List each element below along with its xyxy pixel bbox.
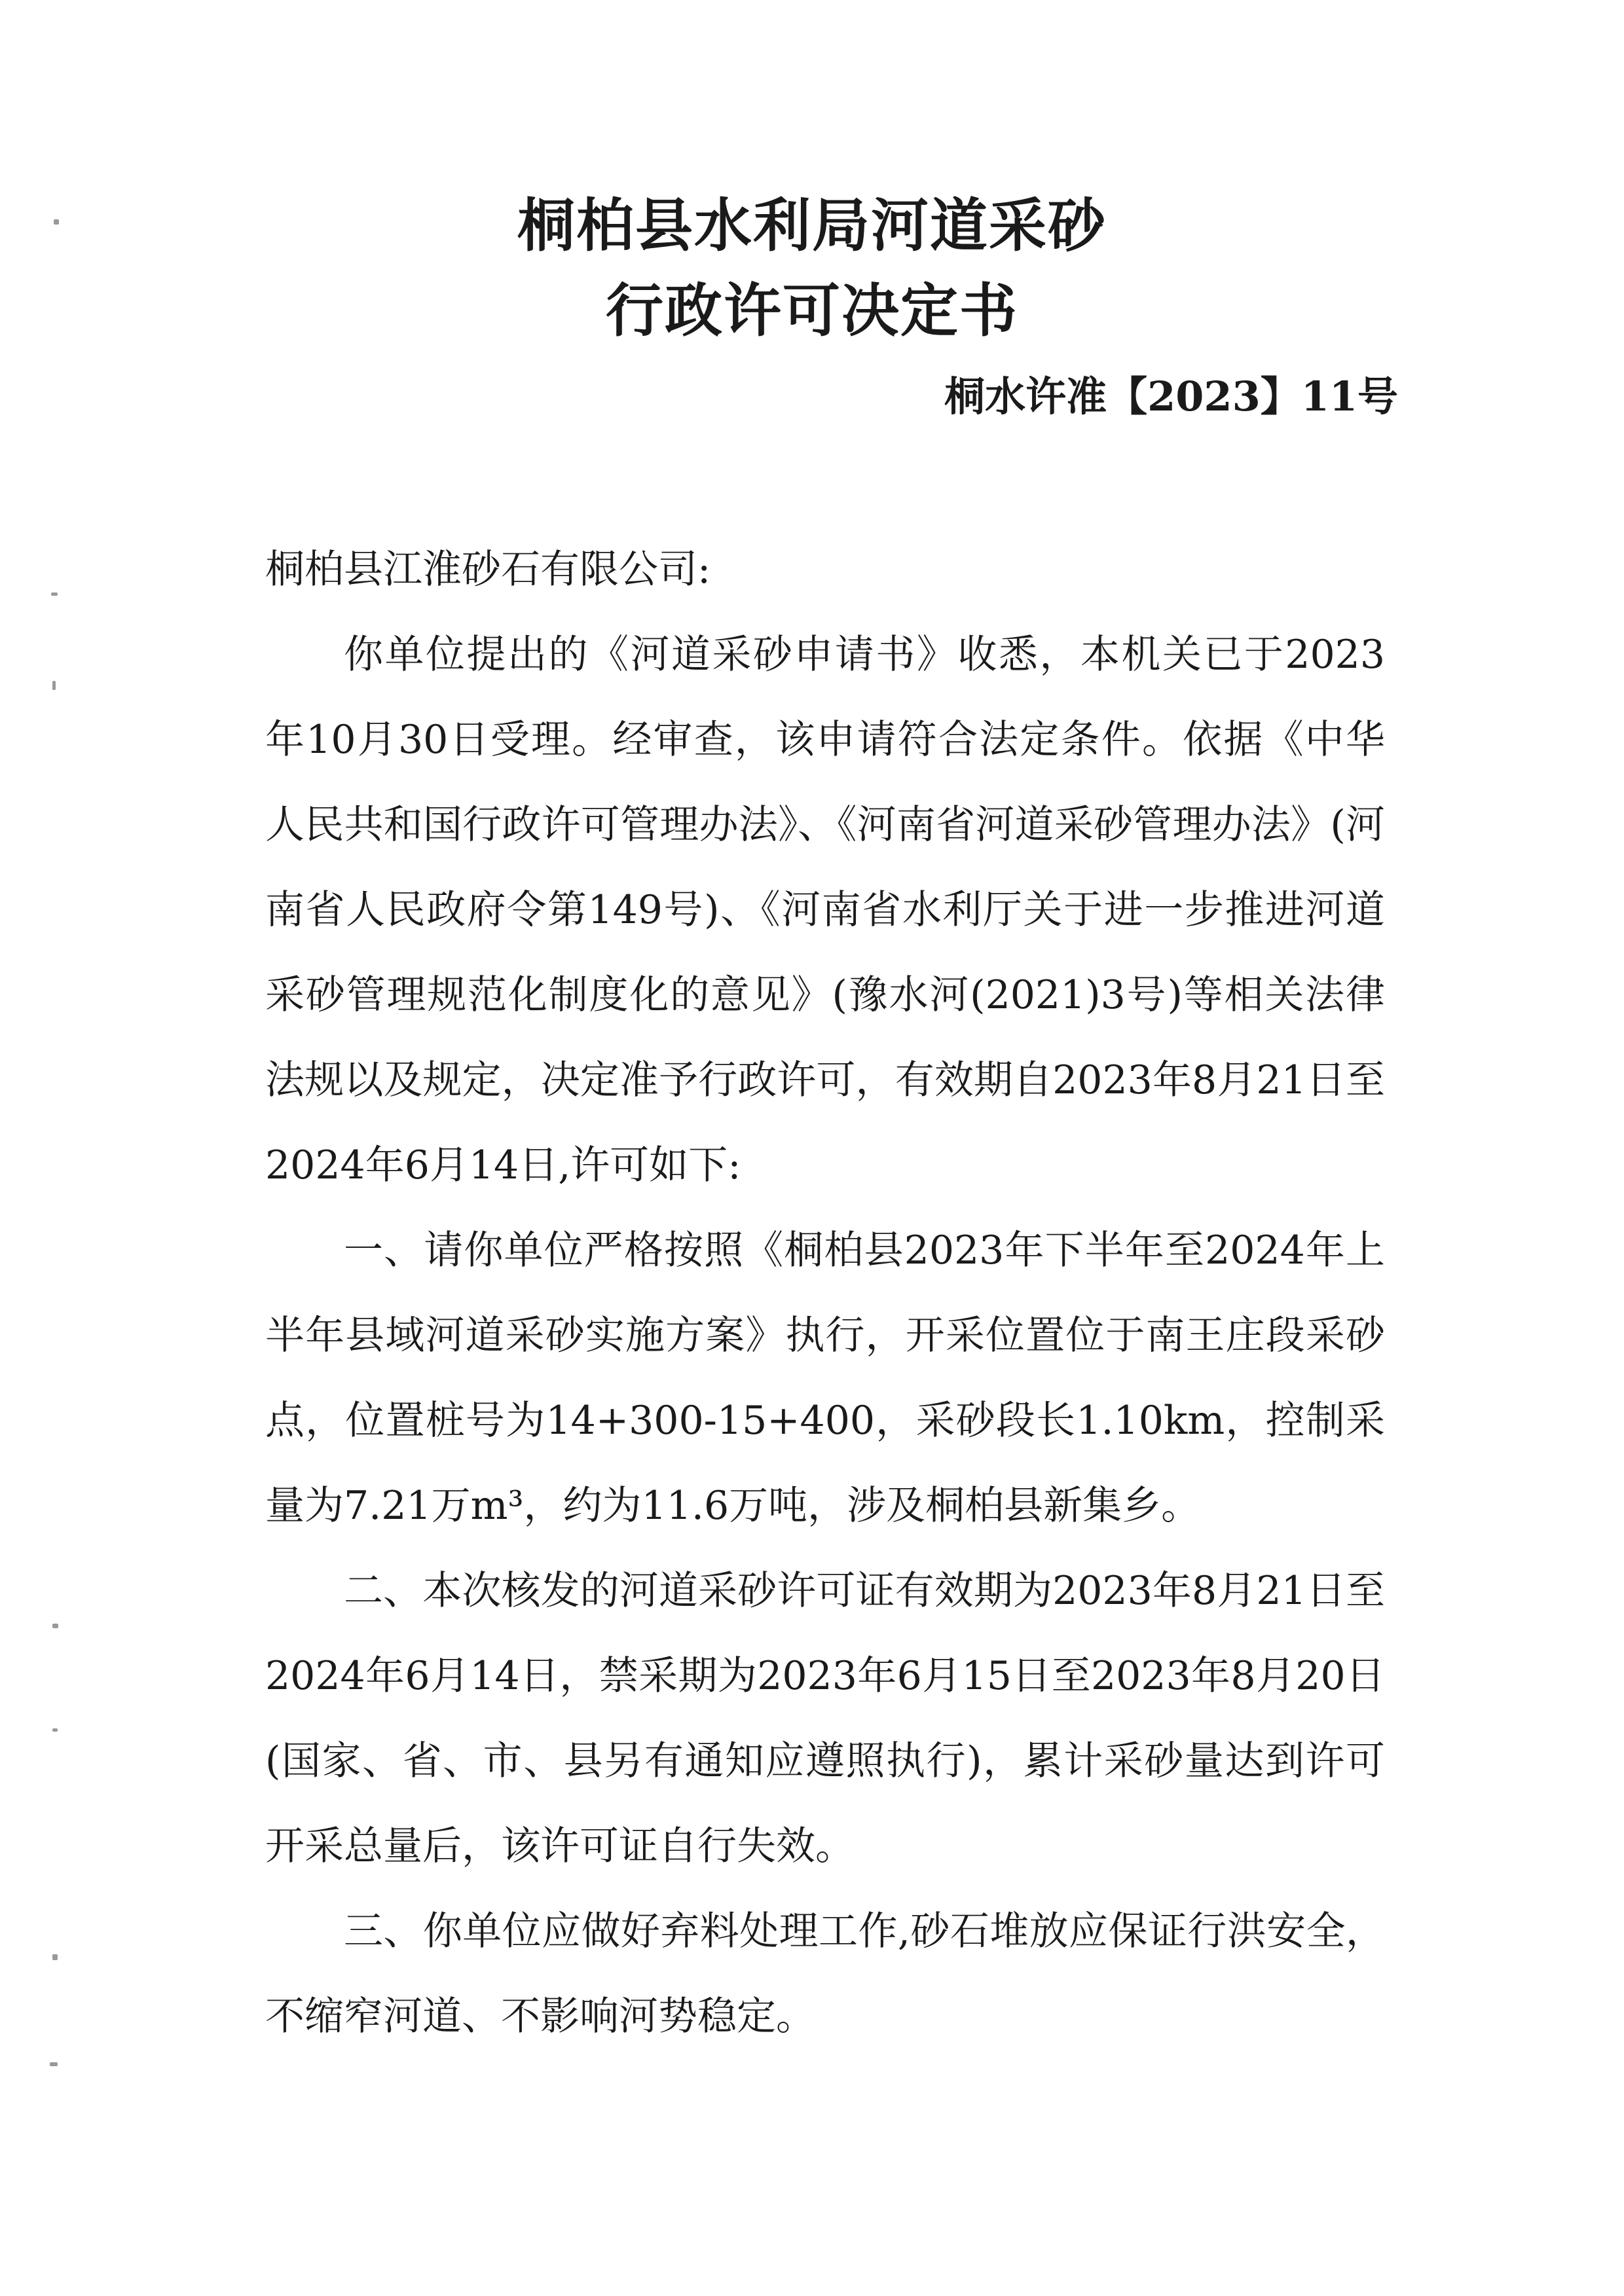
scan-speck — [52, 1728, 58, 1732]
document-body — [265, 527, 1385, 2059]
document-number: 桐水许准【2023】11号 — [944, 373, 1398, 420]
addressee: 桐柏县江淮砂石有限公司: — [265, 547, 711, 592]
document-title-line1: 桐柏县水利局河道采砂 — [517, 191, 1107, 259]
scan-speck — [52, 681, 56, 690]
scan-speck — [52, 1954, 58, 1960]
paragraph-item-3: 三、你单位应做好弃料处理工作,砂石堆放应保证行洪安全，不缩窄河道、不影响河势稳定。 — [265, 1908, 1385, 2039]
scan-speck — [50, 2062, 58, 2066]
scan-speck — [54, 219, 59, 225]
scan-speck — [52, 1624, 58, 1628]
paragraph-item-1: 一、请你单位严格按照《桐柏县2023年下半年至2024年上半年县域河道采砂实施方案》执行，开采位置位于南王庄段采砂点，位置桩号为14+300-15+400，采砂段长1.10km，控制采量为7.21万m³，约为11.6万吨，涉及桐柏县新集乡。 — [265, 1228, 1385, 1529]
document-title-line2: 行政许可决定书 — [605, 276, 1018, 344]
paragraph-intro: 你单位提出的《河道采砂申请书》收悉，本机关已于2023年10月30日受理。经审查，该申请符合法定条件。依据《中华人民共和国行政许可管理办法》、《河南省河道采砂管理办法》(河南省人民政府令第149号)、《河南省水利厅关于进一步推进河道采砂管理规范化制度化的意见》(豫水河(2021)3号)等相关法律法规以及规定，决定准予行政许可，有效期自2023年8月21日至2024年6月14日,许可如下: — [265, 632, 1385, 1188]
paragraph-item-2: 二、本次核发的河道采砂许可证有效期为2023年8月21日至2024年6月14日，禁采期为2023年6月15日至2023年8月20日(国家、省、市、县另有通知应遵照执行)，累计采砂量达到许可开采总量后，该许可证自行失效。 — [265, 1568, 1385, 1869]
scan-speck — [51, 592, 58, 596]
